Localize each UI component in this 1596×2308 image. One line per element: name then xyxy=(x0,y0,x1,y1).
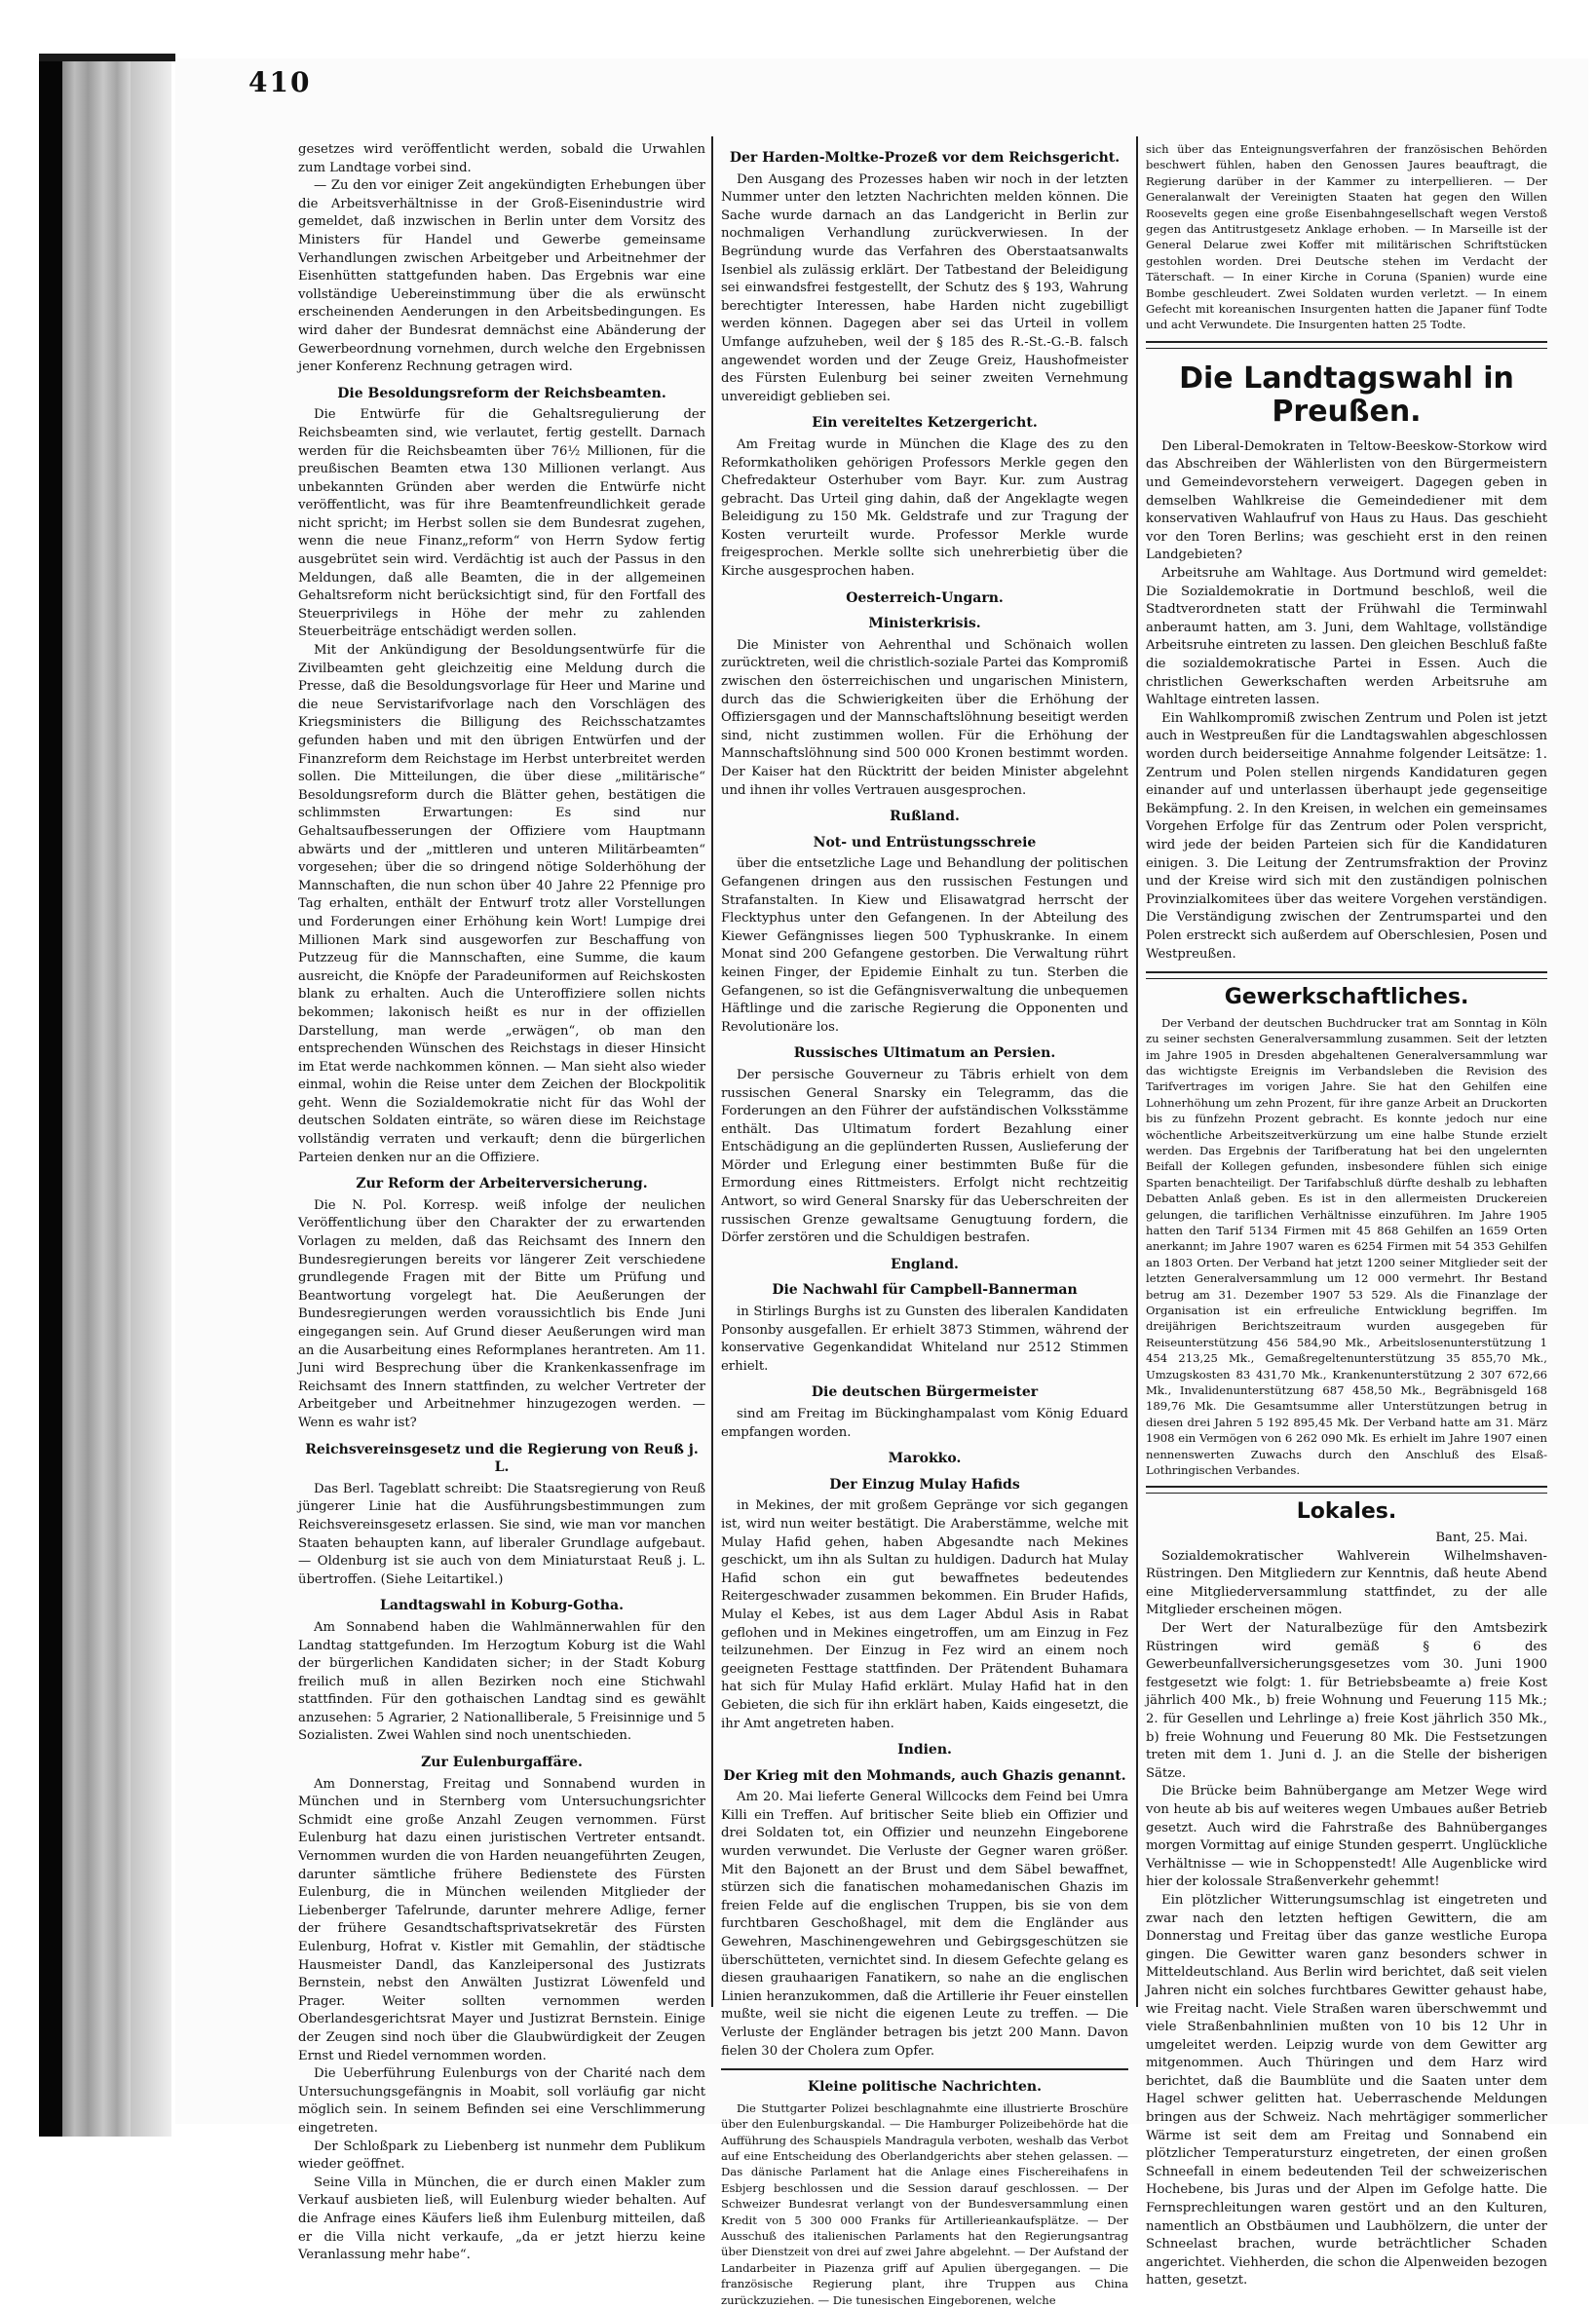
column-rule-1 xyxy=(711,136,713,2007)
paragraph: Die Stuttgarter Polizei beschlagnahmte eine illustrierte Broschüre über den Eulenburgskandal. — Die Hamburger Polizeibehörde hat die Aufführung des Schauspiels Mandragula verboten, weshalb das Verbot auf eine Entscheidung des Oberlandgerichts aber stehen gelassen. — Das dänische Parlament hat die Anlage eines Fischereihafens in Esbjerg beschlossen und die Session darauf geschlossen. — Der Schweizer Bundesrat verlangt von der Bundesversammlung einen Kredit von 5 300 000 Franks für Artillerieankaufsplätze. — Der Ausschuß des italienischen Parlaments hat den Regierungsantrag über Dienstzeit von drei auf zwei Jahre abgelehnt. — Der Aufstand der Landarbeiter in Piazenza griff auf Apulien übergegangen. — Die französische Regierung plant, ihre Truppen aus China zurückzuziehen. — Die tunesischen Eingeborenen, welche xyxy=(721,2100,1128,2307)
binding-top-edge xyxy=(39,54,175,61)
section-heading: Rußland. xyxy=(890,809,960,825)
paragraph: Die Entwürfe für die Gehaltsregulierung der Reichsbeamten sind, wie verlautet, fertig gestellt. Darnach werden für die Reichsbeamten über 76½ Millionen, für die preußischen Beamten etwa 130 Millionen verlangt. Aus unbekannten Gründen aber werden die Entwürfe nicht veröffentlicht, was für ihre Beamtenfreundlichkeit gerade nicht spricht; im Herbst sollen sie dem Bundesrat zugehen, wenn die neue Finanz„reform“ von Herrn Sydow fertig ausgebrütet sein wird. Verdächtig ist auch der Passus in den Meldungen, daß alle Beamten, die in der allgemeinen Gehaltsreform nicht berücksichtigt sind, für den Fortfall des Steuerprivilegs in Höhe der mehr zu zahlenden Steuerbeiträge entschädigt werden sollen. xyxy=(298,407,705,640)
divider xyxy=(1146,971,1547,979)
paragraph: sind am Freitag im Bückinghampalast vom König Eduard empfangen worden. xyxy=(721,1407,1128,1440)
headline: Ministerkrisis. xyxy=(868,616,981,632)
paragraph: Der Schloßpark zu Liebenberg ist nunmehr dem Publikum wieder geöffnet. xyxy=(298,2138,705,2173)
section-heading: Oesterreich-Ungarn. xyxy=(846,589,1004,606)
headline: Kleine politische Nachrichten. xyxy=(808,2079,1042,2096)
headline: Landtagswahl in Koburg-Gotha. xyxy=(380,1598,624,1614)
column-1 xyxy=(298,141,705,2265)
paragraph: Das Berl. Tageblatt schreibt: Die Staatsregierung von Reuß jüngerer Linie hat die Ausführungsbestimmungen zum Reichsvereinsgesetz erlassen. Sie sind, wie man vor manchen Staaten behaupten kann, auf liberaler Grundlage aufgebaut. — Oldenburg ist sie auch von dem Miniaturstaat Reuß j. L. übertroffen. (Siehe Leitartikel.) xyxy=(298,1481,705,1587)
paragraph: Der Wert der Naturalbezüge für den Amtsbezirk Rüstringen wird gemäß § 6 des Gewerbeunfallversicherungsgesetzes vom 30. Juni 1900 festgesetzt wie folgt: 1. für Betriebsbeamte a) freie Kost jährlich 400 Mk., b) freie Wohnung und Feuerung 115 Mk.; 2. für Gesellen und Lehrlinge a) freie Kost jährlich 350 Mk., b) freie Wohnung und Feuerung 80 Mk. Die Festsetzungen treten mit dem 1. Juni d. J. an die Stelle der bisherigen Sätze. xyxy=(1146,1621,1547,1781)
column-2 xyxy=(721,141,1128,2308)
paragraph: Am Donnerstag, Freitag und Sonnabend wurden in München und in Sternberg vom Untersuchungsrichter Schmidt eine große Anzahl Zeugen vernommen. Fürst Eulenburg hat dazu einen juristischen Vertreter entsandt. Vernommen wurden die von Harden neuangeführten Zeugen, darunter sämtliche frühere Bedienstete des Fürsten Eulenburg, die in München weilenden Mitglieder der Liebenberger Tafelrunde, darunter mehrere Adlige, ferner der frühere Gesandtschaftsprivatsekretär des Fürsten Eulenburg, Hofrat v. Kistler mit Gemahlin, der städtische Hausmeister Dandl, das Kanzleipersonal des Justizrats Bernstein, nebst den Anwälten Justizrat Löwenfeld und Prager. Weiter sollten vernommen werden Oberlandesgerichtsrat Mayer und Justizrat Bernstein. Einige der Zeugen sind noch über die Glaubwürdigkeit der Zeugen Ernst und Riedel vernommen worden. xyxy=(298,1776,705,2063)
section-title: Lokales. xyxy=(1296,1499,1397,1525)
headline: Zur Reform der Arbeiterversicherung. xyxy=(356,1176,648,1192)
headline: Zur Eulenburgaffäre. xyxy=(421,1755,583,1771)
paragraph: Seine Villa in München, die er durch einen Makler zum Verkauf ausbieten ließ, will Eulenburg wieder behalten. Auf die Anfrage eines Käufers ließ ihm Eulenburg mitteilen, daß er die Villa nicht verkaufe, „da er jetzt hierzu keine Veranlassung mehr habe“. xyxy=(298,2175,705,2263)
paragraph: Ein plötzlicher Witterungsumschlag ist eingetreten und zwar nach den letzten heftigen Gewittern, die am Donnerstag und Freitag über das ganze westliche Europa gingen. Die Gewitter waren ganz besonders schwer in Mitteldeutschland. Aus Berlin wird berichtet, daß seit vielen Jahren nicht ein solches furchtbares Gewitter gehaust habe, wie Freitag nacht. Viele Straßen waren überschwemmt und viele Straßenbahnlinien mußten von 10 bis 12 Uhr in umgeleitet werden. Leipzig wurde von dem Gewitter arg mitgenommen. Auch Thüringen und dem Harz wird berichtet, daß die Baumblüte und die Saaten unter dem Hagel schwer gelitten hat. Ueberraschende Meldungen bringen aus der Schweiz. Nach mehrtägiger sommerlicher Wärme ist seit dem am Freitag und Sonnabend ein plötzlicher Temperatursturz eingetreten, der einen großen Schneefall in einem bedeutenden Teil der schweizerischen Hochebene, bis Juras und der Alpen im Gefolge hatte. Die Fernsprechleitungen waren gestört und an den Kulturen, namentlich an Obstbäumen und Laubhölzern, die unter der Schneelast brachen, wurde beträchtlicher Schaden angerichtet. Viehherden, die schon die Alpenweiden bezogen hatten, gesetzt. xyxy=(1146,1892,1547,2289)
page-fold xyxy=(131,54,171,2137)
paragraph: Mit der Ankündigung der Besoldungsentwürfe für die Zivilbeamten geht gleichzeitig eine Meldung durch die Presse, daß die Besoldungsvorlage für Heer und Marine und die neue Servistarifvorlage nach den Vorschlägen des Kriegsministers die Billigung des Reichsschatzamtes gefunden haben und mit den übrigen Entwürfen und der Finanzreform dem Reichstage im Herbst unterbreitet werden sollen. Die Mitteilungen, die über diese „militärische“ Besoldungsreform durch die Blätter gehen, bestätigen die schlimmsten Erwartungen: Es sind nur Gehaltsaufbesserungen der Offiziere vom Hauptmann abwärts und der „mittleren und unteren Militärbeamten“ vorgesehen; über die so dringend nötige Solderhöhung der Mannschaften, die nun schon über 40 Jahre 22 Pfennige pro Tag erhalten, enthält der Entwurf trotz aller Vorstellungen und Forderungen einer Erhöhung kein Wort! Lumpige drei Millionen Mark sind ausgeworfen zur Beschaffung von Putzzeug für die Mannschaften, eine Summe, die kaum ausreicht, die Knöpfe der Paradeuniformen auf Reichskosten blank zu erhalten. Auch die Unteroffiziere sollen nichts bekommen; lakonisch heißt es nur in der offiziellen Darstellung, man werde „erwägen“, ob man den entsprechenden Wünschen des Reichstags in dieser Hinsicht im Etat werde nachkommen können. — Man sieht also wieder einmal, wohin die Reise unter dem Zeichen der Blockpolitik geht. Wenn die Sozialdemokratie nicht für das Wohl der deutschen Soldaten einträte, so wären diese im Reichstage vollständig verraten und verkauft; denn die bürgerlichen Parteien denken nur an die Offiziere. xyxy=(298,643,705,1165)
paragraph: gesetzes wird veröffentlicht werden, sobald die Urwahlen zum Landtage vorbei sind. xyxy=(298,142,705,175)
paragraph: Der persische Gouverneur zu Täbris erhielt von dem russischen General Snarsky ein Telegramm, das die Forderungen an den Führer der aufständischen Volksstämme enthält. Das Ultimatum fordert Bezahlung einer Entschädigung an die geplünderten Russen, Auslieferung der Mörder und Erlegung einer bestimmten Buße für die Ermordung eines Rittmeisters. Erfolgt nicht rechtzeitig Antwort, so wird General Snarsky für das Ueberschreiten der russischen Grenze gewaltsame Genugtuung fordern, die Dörfer zerstören und die Schuldigen bestrafen. xyxy=(721,1067,1128,1246)
section-heading: Indien. xyxy=(897,1742,952,1759)
divider xyxy=(721,2068,1128,2070)
page-number: 410 xyxy=(248,66,312,98)
dateline: Bant, 25. Mai. xyxy=(1435,1531,1528,1546)
paragraph: Den Liberal-Demokraten in Teltow-Beeskow-Storkow wird das Abschreiben der Wählerlisten von den Bürgermeistern und Gemeindevorstehern verweigert. Dagegen geben in demselben Wahlkreise die Gemeindediener mit dem konservativen Wahlaufruf von Haus zu Haus. Das geschieht vor den Toren Berlins; was geschieht erst in den reinen Landgebieten? xyxy=(1146,438,1547,563)
headline: Die deutschen Bürgermeister xyxy=(811,1384,1039,1401)
headline: Der Harden-Moltke-Prozeß vor dem Reichsgericht. xyxy=(729,150,1121,166)
paragraph: Die N. Pol. Korresp. weiß infolge der neulichen Veröffentlichung über den Charakter der zu erwartenden Vorlagen zu melden, daß das Reichsamt des Innern den Bundesregierungen bereits vor längerer Zeit verschiedene grundlegende Fragen mit der Bitte um Prüfung und Beantwortung vorgelegt hat. Die Aeußerungen der Bundesregierungen werden voraussichtlich bis Ende Juni eingegangen sein. Auf Grund dieser Aeußerungen wird man an die Ausarbeitung eines Reformplanes herantreten. Am 11. Juni wird Besprechung über die Krankenkassenfrage im Reichsamt des Innern stattfinden, zu welcher Vertreter der Arbeitgeber und Arbeitnehmer hinzugezogen werden. — Wenn es wahr ist? xyxy=(298,1197,705,1430)
paragraph: Ein Wahlkompromiß zwischen Zentrum und Polen ist jetzt auch in Westpreußen für die Landtagswahlen abgeschlossen worden durch beiderseitige Annahme folgender Leitsätze: 1. Zentrum und Polen stellen nirgends Kandidaturen gegen einander auf und unterlassen überhaupt jede gegenseitige Bekämpfung. 2. In den Kreisen, in welchen ein gemeinsames Vorgehen Erfolge für das Zentrum oder Polen verspricht, wird jede der beiden Parteien sich für die Kandidaturen einigen. 3. Die Leitung der Zentrumsfraktion der Provinz und der Kreise wird sich mit den zuständigen polnischen Provinzialkomitees über das weitere Vorgehen verständigen. Die Verständigung zwischen der Zentrumspartei und den Polen erstreckt sich außerdem auf Oberschlesien, Posen und Westpreußen. xyxy=(1146,710,1547,962)
section-title: Die Landtagswahl in Preußen. xyxy=(1179,360,1514,429)
paragraph: Der Verband der deutschen Buchdrucker trat am Sonntag in Köln zu seiner sechsten Generalversammlung zusammen. Seit der letzten im Jahre 1905 in Dresden abgehaltenen Generalversammlung war das wichtigste Ereignis im Verbandsleben die Revision des Tarifvertrages im vorigen Jahre. Sie hat den Gehilfen eine Lohnerhöhung um zehn Prozent, für ihre ganze Arbeit an Druckorten bis zu fünfzehn Prozent gebracht. Es konnte jedoch nur eine wöchentliche Arbeitszeitverkürzung um eine halbe Stunde erzielt werden. Das Ergebnis der Tarifberatung hat bei den ungelernten Beifall der Kollegen gefunden, insbesondere fühlen sich einige Sparten benachteiligt. Der Tarifabschluß dürfte deshalb zu lebhaften Debatten Anlaß geben. Es ist in den allermeisten Druckereien gelungen, die tariflichen Verhältnisse einzuführen. Im Jahre 1905 hatten den Tarif 5134 Firmen mit 45 868 Gehilfen an 1659 Orten anerkannt; im Jahre 1907 waren es 6254 Firmen mit 54 353 Gehilfen an 1803 Orten. Der Verband hat jetzt 1200 seiner Mitglieder seit der letzten Generalversammlung um 12 000 vermehrt. Ihr Bestand betrug am 31. Dezember 1907 53 529. Als die Finanzlage der Organisation ist ein erfreuliche Entwicklung begriffen. Im dreijährigen Berichtszeitraum wurden ausgegeben für Reiseunterstützung 456 584,90 Mk., Arbeitslosenunterstützung 1 454 213,25 Mk., Gemaßregeltenunterstützung 35 855,70 Mk., Umzugskosten 83 431,70 Mk., Krankenunterstützung 2 307 672,66 Mk., Invalidenunterstützung 687 458,50 Mk., Begräbnisgeld 168 189,76 Mk. Die Gesamtsumme aller Unterstützungen betrug in diesen drei Jahren 5 192 895,45 Mk. Der Verband hatte am 31. März 1908 ein Vermögen von 6 262 090 Mk. Es erhielt im Jahre 1907 einen nennenswerten Zuwachs durch den Anschluß des Elsaß-Lothringischen Verbandes. xyxy=(1146,1015,1547,1478)
headline: Not- und Entrüstungsschreie xyxy=(813,834,1037,851)
divider xyxy=(1146,341,1547,349)
binding-spine xyxy=(62,54,131,2137)
paragraph: in Stirlings Burghs ist zu Gunsten des liberalen Kandidaten Ponsonby ausgefallen. Er erhielt 3873 Stimmen, während der konservative Gegenkandidat Whiteland nur 2512 Stimmen erhielt. xyxy=(721,1305,1128,1374)
paragraph: Die Ueberführung Eulenburgs von der Charité nach dem Untersuchungsgefängnis in Moabit, soll vorläufig gar nicht möglich sein. In seinem Befinden sei eine Verschlimmerung eingetreten. xyxy=(298,2066,705,2136)
divider xyxy=(1146,1486,1547,1494)
column-3 xyxy=(1146,141,1547,2290)
headline: Der Krieg mit den Mohmands, auch Ghazis genannt. xyxy=(723,1767,1126,1784)
paragraph: Die Minister von Aehrenthal und Schönaich wollen zurücktreten, weil die christlich-soziale Partei das Kompromiß zwischen den österreichischen und ungarischen Ministern, durch das die Schwierigkeiten über die Erhöhung der Offiziersgagen und der Mannschaftslöhnung beseitigt werden sind, nicht zustimmen wollen. Für die Erhöhung der Mannschaftslöhnung sind 500 000 Kronen bestimmt worden. Der Kaiser hat den Rücktritt der beiden Minister abgelehnt und ihnen ihr volles Vertrauen ausgesprochen. xyxy=(721,637,1128,798)
paragraph: Am 20. Mai lieferte General Willcocks dem Feind bei Umra Killi ein Treffen. Auf britischer Seite blieb ein Offizier und drei Soldaten tot, ein Offizier und neunzehn Eingeborene wurden verwundet. Die Verluste der Gegner waren größer. Mit den Bajonett an der Brust und dem Säbel bewaffnet, stürzen sich die fanatischen mohamedanischen Ghazis im freien Felde auf die englischen Truppen, bis sie von dem furchtbaren Geschoßhagel, mit dem die Engländer aus Gewehren, Maschinengewehren und Gebirgsgeschützen sie überschütteten, vernichtet sind. In diesem Gefechte gelang es diesen grauhaarigen Fanatikern, so nahe an die englischen Linien heranzukommen, daß die Artillerie ihr Feuer einstellen mußte, weil sie nicht die eigenen Leute zu treffen. — Die Verluste der Engländer betragen bis jetzt 200 Mann. Davon fielen 30 der Cholera zum Opfer. xyxy=(721,1790,1128,2059)
column-rule-2 xyxy=(1136,136,1138,2007)
paragraph: Die Brücke beim Bahnübergange am Metzer Wege wird von heute ab bis auf weiteres wegen Umbaues außer Betrieb gesetzt. Auch wird die Fahrstraße des Bahnüberganges morgen Vormittag auf einige Stunden gesperrt. Unglückliche Verhältnisse — wie in Schoppenstedt! Alle Augenblicke wird hier der kolossale Straßenverkehr gehemmt! xyxy=(1146,1784,1547,1890)
paragraph: Am Freitag wurde in München die Klage des zu den Reformkatholiken gehörigen Professors Merkle gegen den Chefredakteur Osterhuber vom Bayr. Kur. zum Austrag gebracht. Das Urteil ging dahin, daß der Angeklagte wegen Beleidigung zu 150 Mk. Geldstrafe und zur Tragung der Kosten verurteilt wurde. Professor Merkle wurde freigesprochen. Merkle sollte sich unehrerbietig über die Kirche ausgesprochen haben. xyxy=(721,436,1128,580)
paragraph: über die entsetzliche Lage und Behandlung der politischen Gefangenen dringen aus den russischen Festungen und Strafanstalten. In Kiew und Elisawatgrad herrscht der Flecktyphus unter den Gefangenen. In der Abteilung des Kiewer Gefängnisses liegen 500 Typhuskranke. In einem Monat sind 200 Gefangene gestorben. Die Verwaltung rührt keinen Finger, der Epidemie Einhalt zu tun. Sterben die Gefangenen, so ist die Gefängnisverwaltung die unbequemen Häftlinge und die zarische Regierung die Opponenten und Revolutionäre los. xyxy=(721,856,1128,1035)
book-binding-edge xyxy=(0,0,175,2137)
paragraph: sich über das Enteignungsverfahren der französischen Behörden beschwert fühlen, haben den Genossen Jaures beauftragt, die Regierung darüber in der Kammer zu interpellieren. — Der Generalanwalt der Vereinigten Staaten hat gegen den Willen Roosevelts gegen eine große Eisenbahngesellschaft wegen Verstoß gegen das Antitrustgesetz Anklage erhoben. — In Marseille ist der General Delarue zwei Koffer mit militärischen Schriftstücken gestohlen worden. Drei Deutsche stehen im Verdacht der Täterschaft. — In einer Kirche in Coruna (Spanien) wurde eine Bombe geschleudert. Zwei Soldaten wurden verletzt. — In einem Gefecht mit koreanischen Insurgenten hatten die Japaner fünf Todte und acht Verwundete. Die Insurgenten hatten 25 Todte. xyxy=(1146,142,1547,332)
section-heading: Marokko. xyxy=(888,1451,962,1467)
headline: Russisches Ultimatum an Persien. xyxy=(793,1045,1056,1062)
headline: Der Einzug Mulay Hafids xyxy=(829,1476,1020,1493)
paragraph: Sozialdemokratischer Wahlverein Wilhelmshaven-Rüstringen. Den Mitgliedern zur Kenntnis, daß heute Abend eine Mitgliederversammlung stattfindet, zu der alle Mitglieder erscheinen mögen. xyxy=(1146,1548,1547,1618)
binding-shadow xyxy=(39,54,62,2137)
paragraph: Den Ausgang des Prozesses haben wir noch in der letzten Nummer unter den letzten Nachrichten melden können. Die Sache wurde darnach an das Landgericht in Berlin zur nochmaligen Verhandlung zurückverwiesen. In der Begründung wurde das Verfahren des Oberstaatsanwalts Isenbiel als zulässig erklärt. Der Tatbestand der Beleidigung sei einwandsfrei festgestellt, der Schutz des § 193, Wahrung berechtigter Interessen, habe Harden nicht zugebilligt werden können. Dagegen aber sei das Urteil in vollem Umfange aufzuheben, weil der § 185 des R.-St.-G.-B. falsch angewendet worden und der Zeuge Greiz, Haushofmeister des Fürsten Eulenburg bei seiner zweiten Vernehmung unvereidigt geblieben sei. xyxy=(721,171,1128,404)
headline: Die Besoldungsreform der Reichsbeamten. xyxy=(337,385,666,401)
headline: Die Nachwahl für Campbell-Bannerman xyxy=(772,1282,1078,1299)
paragraph: Am Sonnabend haben die Wahlmännerwahlen für den Landtag stattgefunden. Im Herzogtum Koburg ist die Wahl der bürgerlichen Kandidaten sicher; in der Stadt Koburg freilich muß in allen Bezirken noch eine Stichwahl stattfinden. Für den gothaischen Landtag sind es gewählt anzusehen: 5 Agrarier, 2 Nationalliberale, 5 Freisinnige und 5 Sozialisten. Zwei Wahlen sind noch unentschieden. xyxy=(298,1619,705,1744)
paragraph: in Mekines, der mit großem Gepränge vor sich gegangen ist, wird nun weiter bestätigt. Die Araberstämme, welche mit Mulay Hafid gehen, haben Abgesandte nach Mekines geschickt, um ihn als Sultan zu huldigen. Dadurch hat Mulay Hafid schon ein gut bewaffnetes bedeutendes Reitergeschwader zusammen bekommen. Ein Bruder Hafids, Mulay el Kebes, ist aus dem Lager Abdul Asis in Rabat geflohen und in Mekines eingetroffen, um am Einzug in Fez teilzunehmen. Der Einzug in Fez wird an einem noch geeigneten Festtage stattfinden. Der Prätendent Buhamara hat sich für Mulay Hafid erklärt. Mulay Hafid hat in den Gebieten, die sich für ihn erklärt haben, Kaids eingesetzt, die ihr Amt angetreten haben. xyxy=(721,1498,1128,1731)
section-title: Gewerkschaftliches. xyxy=(1224,985,1469,1010)
headline: Ein vereiteltes Ketzergericht. xyxy=(812,415,1038,432)
paragraph: — Zu den vor einiger Zeit angekündigten Erhebungen über die Arbeitsverhältnisse in der Groß-Eisenindustrie wird gemeldet, daß inzwischen in Berlin unter dem Vorsitz des Ministers für Handel und Gewerbe gemeinsame Verhandlungen zwischen Arbeitgeber und Arbeitnehmer der Eisenhütten stattgefunden haben. Das Ergebnis war eine vollständige Uebereinstimmung über die als erwünscht erscheinenden Aenderungen in den Arbeitsbedingungen. Es wird daher der Bundesrat demnächst eine Abänderung der Gewerbeordnung vornehmen, durch welche den Ergebnissen jener Konferenz Rechnung getragen wird. xyxy=(298,178,705,375)
paragraph: Arbeitsruhe am Wahltage. Aus Dortmund wird gemeldet: Die Sozialdemokratie in Dortmund beschloß, weil die Stadtverordneten statt der Frühwahl die Terminwahl anberaumt hatten, am 3. Juni, dem Wahltage, vollständige Arbeitsruhe eintreten zu lassen. Den gleichen Beschluß faßte die sozialdemokratische Partei in Essen. Auch die christlichen Gewerkschaften werden Arbeitsruhe am Wahltage eintreten lassen. xyxy=(1146,566,1547,708)
section-heading: England. xyxy=(891,1256,959,1272)
headline: Reichsvereinsgesetz und die Regierung von Reuß j. L. xyxy=(305,1441,699,1476)
